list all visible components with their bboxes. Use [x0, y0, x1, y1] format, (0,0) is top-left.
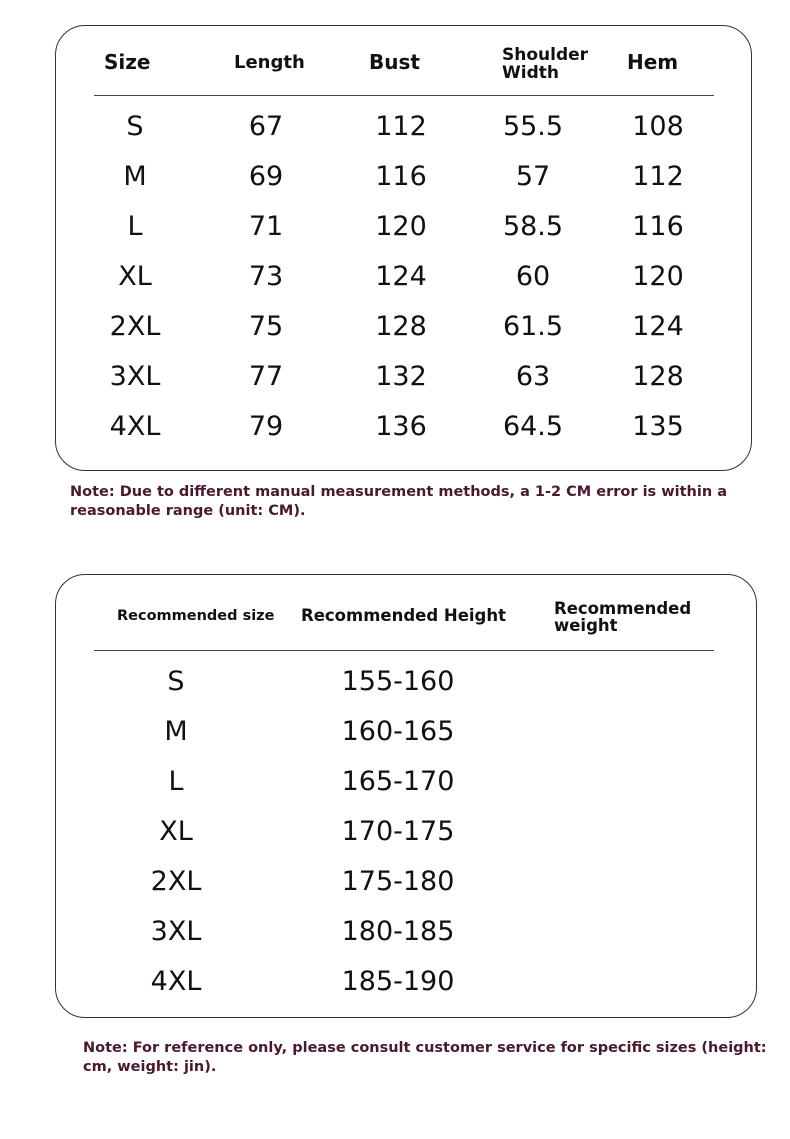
header-recommended-size: Recommended size	[117, 608, 275, 624]
header-divider	[94, 95, 714, 96]
bust-cell: 136	[375, 411, 427, 442]
length-cell: 71	[248, 211, 284, 242]
bust-cell: 124	[375, 261, 427, 292]
recommended-size-cell: 3XL	[150, 916, 202, 947]
header-divider	[94, 650, 714, 651]
recommended-size-cell: 2XL	[150, 866, 202, 897]
bust-cell: 112	[375, 111, 427, 142]
size-cell: L	[127, 211, 143, 242]
length-cell: 67	[248, 111, 284, 142]
reference-note: Note: For reference only, please consult customer service for specific sizes (height: cm, weight: jin).	[83, 1040, 767, 1075]
hem-cell: 112	[632, 161, 684, 192]
length-cell: 77	[248, 361, 284, 392]
shoulder-cell: 64.5	[502, 411, 564, 442]
hem-cell: 116	[632, 211, 684, 242]
shoulder-cell: 57	[515, 161, 551, 192]
recommended-size-cell: L	[168, 766, 184, 797]
recommended-height-cell: 160-165	[341, 716, 455, 747]
shoulder-cell: 61.5	[502, 311, 564, 342]
recommended-height-cell: 155-160	[341, 666, 455, 697]
length-cell: 73	[248, 261, 284, 292]
recommended-size-cell: XL	[159, 816, 193, 847]
size-chart-table	[55, 25, 752, 471]
size-cell: XL	[118, 261, 152, 292]
hem-cell: 108	[632, 111, 684, 142]
size-cell: 3XL	[109, 361, 161, 392]
recommended-size-cell: 4XL	[150, 966, 202, 997]
header-hem: Hem	[627, 50, 679, 74]
length-cell: 79	[248, 411, 284, 442]
header-shoulder-width	[502, 47, 588, 83]
hem-cell: 124	[632, 311, 684, 342]
bust-cell: 132	[375, 361, 427, 392]
header-shoulder-line2: Width	[502, 62, 559, 83]
shoulder-cell: 55.5	[502, 111, 564, 142]
length-cell: 69	[248, 161, 284, 192]
size-cell: 4XL	[109, 411, 161, 442]
header-bust: Bust	[369, 50, 420, 74]
header-shoulder-line1: Shoulder	[502, 45, 589, 65]
bust-cell: 120	[375, 211, 427, 242]
header-weight-line1: Recommended	[554, 599, 692, 618]
recommended-size-cell: S	[167, 666, 185, 697]
header-weight-line2: weight	[554, 616, 618, 636]
recommended-height-cell: 185-190	[341, 966, 455, 997]
recommended-height-cell: 170-175	[341, 816, 455, 847]
bust-cell: 116	[375, 161, 427, 192]
hem-cell: 135	[632, 411, 684, 442]
hem-cell: 128	[632, 361, 684, 392]
recommendation-table	[55, 574, 757, 1018]
header-recommended-weight	[554, 600, 691, 635]
measurement-note: Note: Due to different manual measurement methods, a 1-2 CM error is within a reasonable range (unit: CM).	[70, 484, 727, 519]
header-recommended-height: Recommended Height	[301, 606, 506, 625]
header-size: Size	[104, 50, 151, 74]
size-cell: 2XL	[109, 311, 161, 342]
shoulder-cell: 63	[515, 361, 551, 392]
header-length: Length	[234, 52, 305, 73]
recommended-height-cell: 165-170	[341, 766, 455, 797]
recommended-height-cell: 175-180	[341, 866, 455, 897]
size-cell: S	[126, 111, 144, 142]
bust-cell: 128	[375, 311, 427, 342]
size-cell: M	[123, 161, 147, 192]
length-cell: 75	[248, 311, 284, 342]
recommended-size-cell: M	[164, 716, 188, 747]
hem-cell: 120	[632, 261, 684, 292]
recommended-height-cell: 180-185	[341, 916, 455, 947]
shoulder-cell: 60	[515, 261, 551, 292]
shoulder-cell: 58.5	[502, 211, 564, 242]
